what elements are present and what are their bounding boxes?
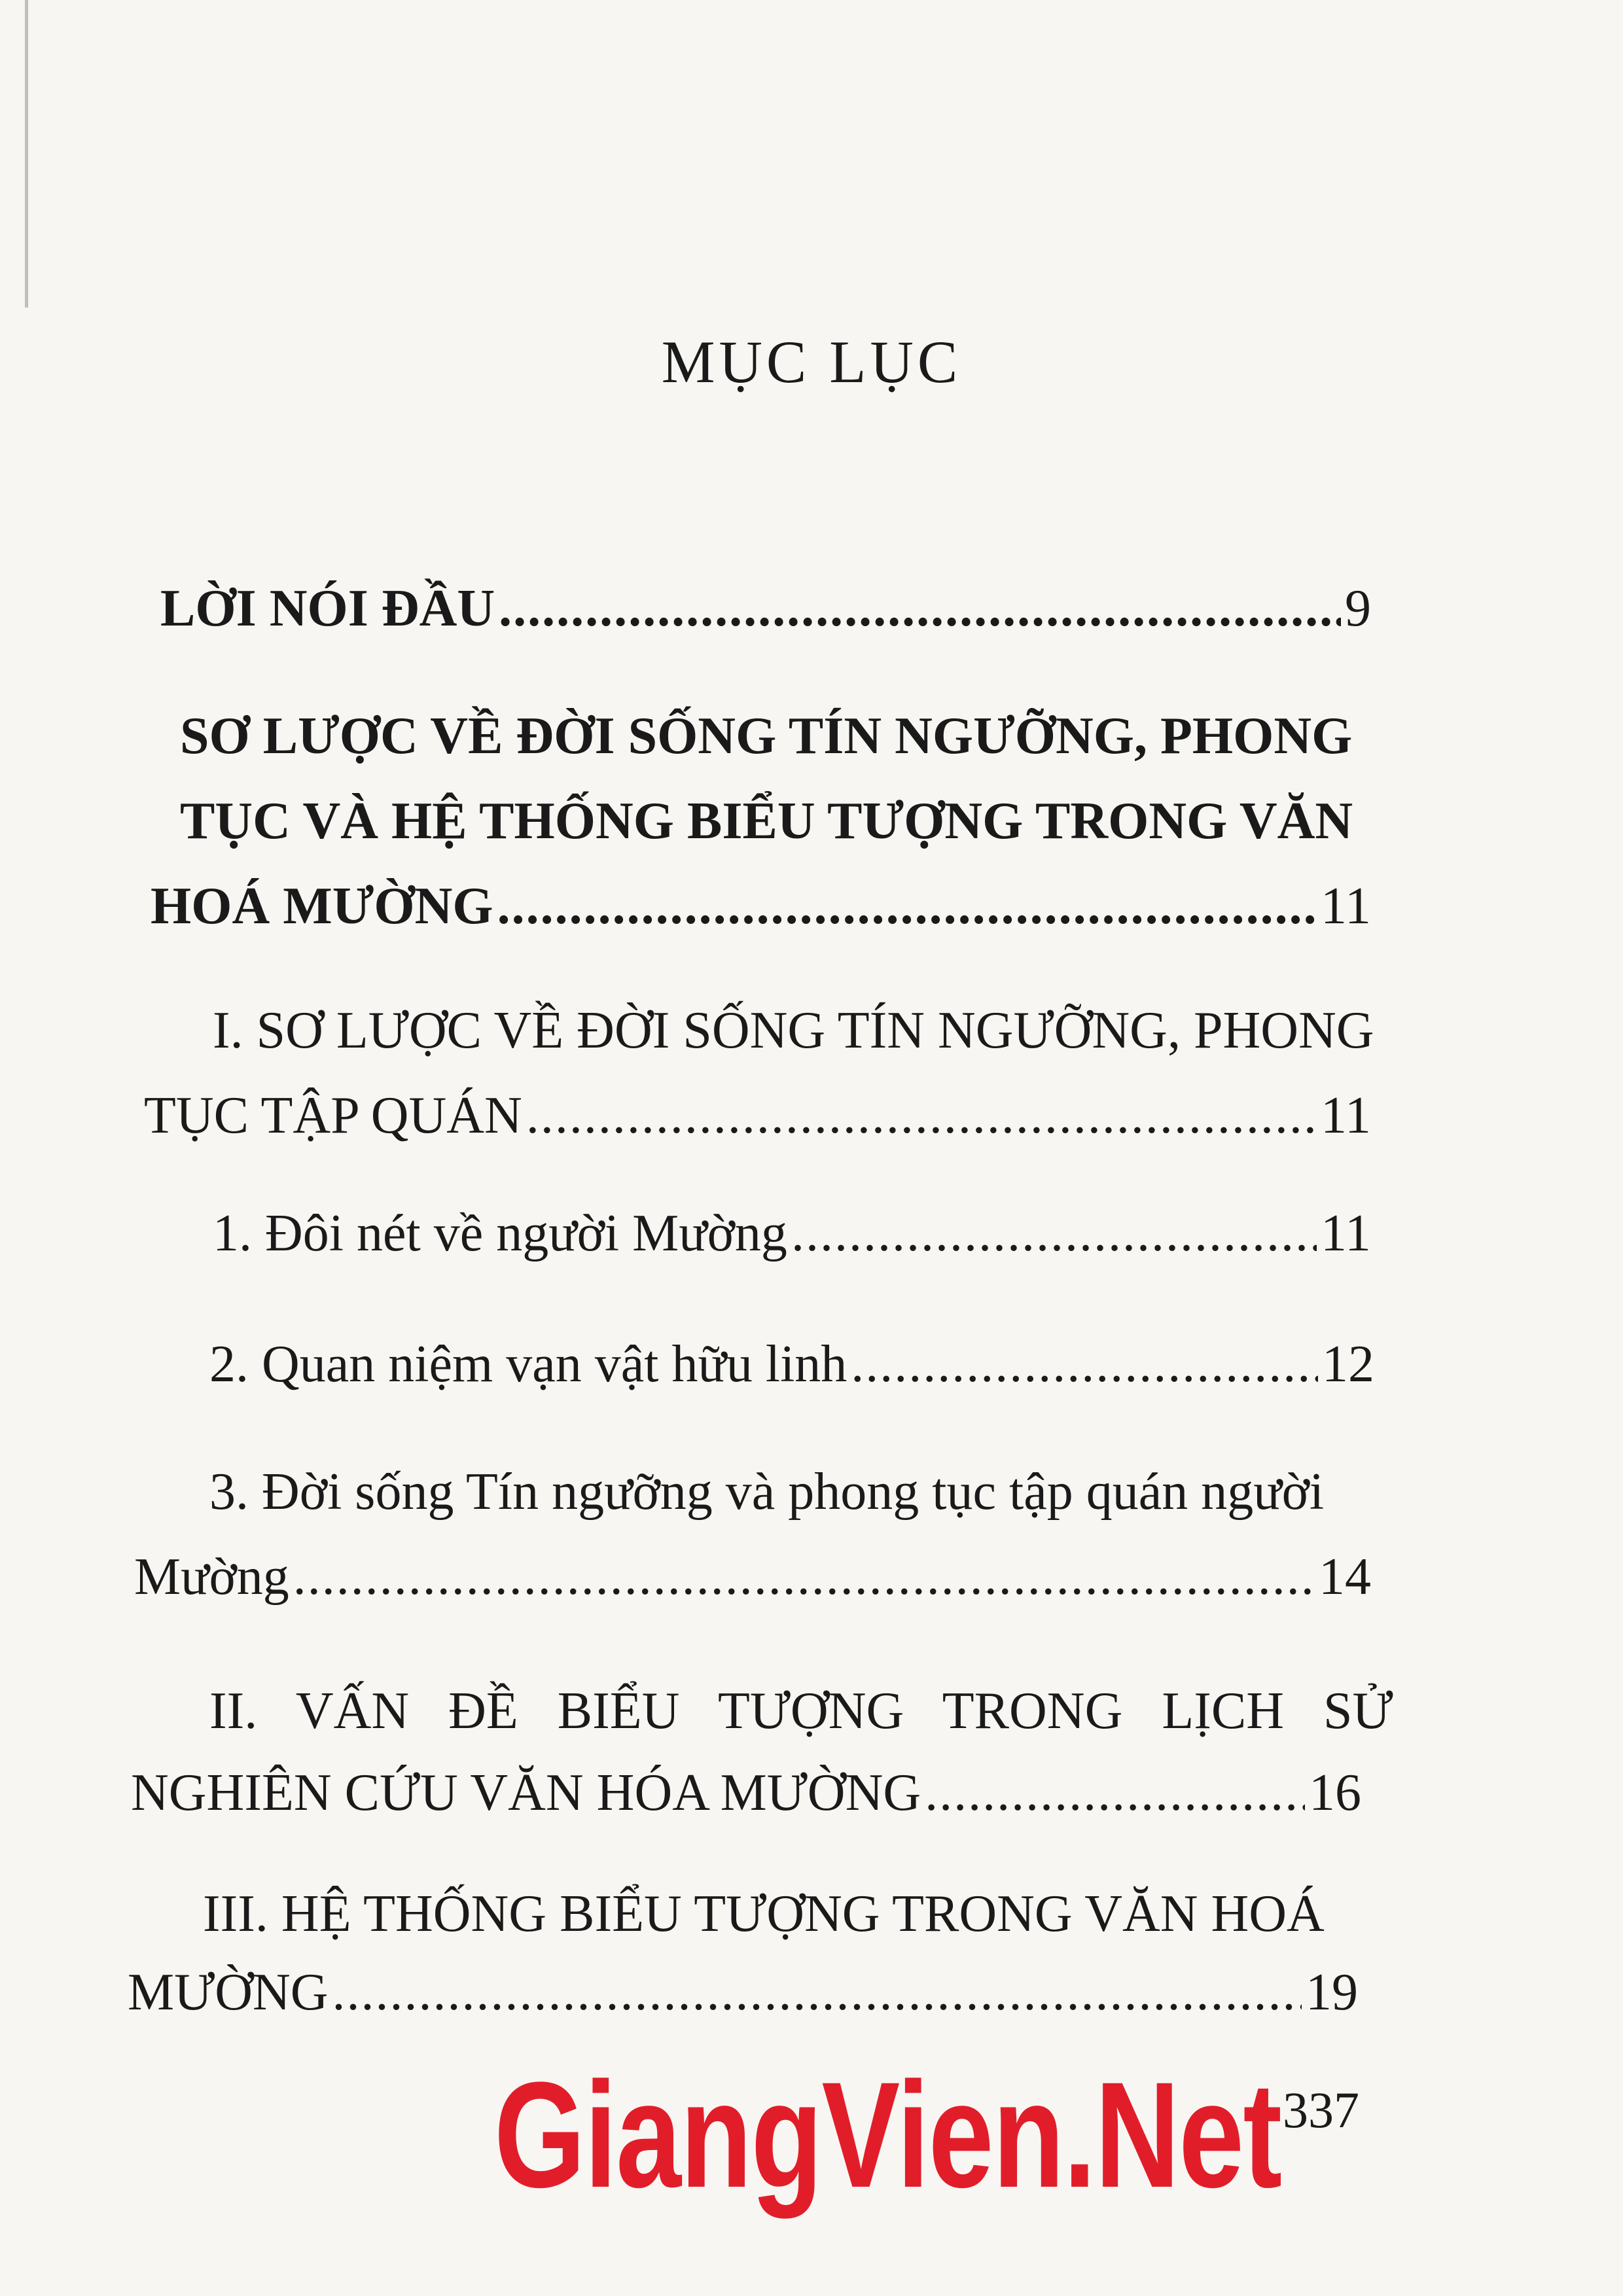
toc-entry-text: NGHIÊN CỨU VĂN HÓA MƯỜNG [131, 1764, 921, 1822]
toc-entry-title: LỜI NÓI ĐẦU [160, 580, 495, 637]
toc-leader-dots [851, 1335, 1318, 1394]
toc-entry-page: 11 [1320, 1087, 1371, 1144]
toc-entry-page: 19 [1306, 1964, 1358, 2021]
toc-leader-dots [332, 1963, 1302, 2022]
toc-entry-so-luoc-line-2 [180, 792, 1371, 851]
toc-entry-text: MƯỜNG [128, 1964, 329, 2021]
toc-leader-dots [526, 1086, 1317, 1146]
toc-entry-item-1 [213, 1204, 1371, 1263]
toc-entry-item-2 [209, 1335, 1374, 1394]
toc-entry-section-ii-line-2 [131, 1763, 1361, 1823]
toc-entry-text: 2. Quan niệm vạn vật hữu linh [209, 1335, 847, 1393]
toc-leader-dots [499, 579, 1341, 639]
toc-leader-dots [497, 877, 1317, 936]
toc-leader-dots [791, 1204, 1317, 1263]
page-title: MỤC LỤC [661, 328, 962, 395]
toc-entry-text: I. SƠ LƯỢC VỀ ĐỜI SỐNG TÍN NGƯỠNG, PHONG [213, 1002, 1374, 1059]
toc-entry-page: 11 [1320, 877, 1371, 935]
toc-entry-page: 11 [1320, 1205, 1371, 1262]
toc-entry-text: 3. Đời sống Tín ngưỡng và phong tục tập quán người [209, 1463, 1325, 1521]
toc-entry-page: 9 [1345, 580, 1371, 637]
toc-leader-dots [925, 1763, 1305, 1823]
toc-entry-page: 14 [1319, 1548, 1371, 1606]
toc-entry-so-luoc-line-3 [151, 877, 1371, 936]
toc-entry-so-luoc-line-1 [180, 707, 1371, 766]
toc-entry-section-ii-line-1 [209, 1682, 1393, 1741]
toc-entry-page: 12 [1322, 1335, 1374, 1393]
toc-entry-section-i-line-2 [144, 1086, 1371, 1146]
toc-entry-loi-noi-dau [160, 579, 1371, 639]
toc-entry-text: HOÁ MƯỜNG [151, 877, 493, 935]
toc-entry-text: TỤC VÀ HỆ THỐNG BIỂU TƯỢNG TRONG VĂN [180, 792, 1353, 850]
toc-entry-item-3-line-1 [209, 1462, 1387, 1522]
toc-entry-section-iii-line-2 [128, 1963, 1358, 2022]
page-number: 337 [1283, 2081, 1359, 2138]
toc-entry-page: 16 [1309, 1764, 1361, 1822]
toc-entry-section-i-line-1 [213, 1001, 1391, 1061]
toc-entry-text: TỤC TẬP QUÁN [144, 1087, 522, 1144]
watermark-logo: GiangVien.Net [494, 2051, 1281, 2219]
toc-entry-text: II. VẤN ĐỀ BIỂU TƯỢNG TRONG LỊCH SỬ [209, 1682, 1393, 1740]
toc-entry-text: III. HỆ THỐNG BIỂU TƯỢNG TRONG VĂN HOÁ [203, 1885, 1325, 1943]
toc-entry-section-iii-line-1 [203, 1884, 1381, 1944]
toc-entry-item-3-line-2 [134, 1547, 1371, 1607]
toc-entry-text: 1. Đôi nét về người Mường [213, 1205, 787, 1262]
toc-entry-text: SƠ LƯỢC VỀ ĐỜI SỐNG TÍN NGƯỠNG, PHONG [180, 707, 1353, 765]
page-edge-line [25, 0, 28, 308]
toc-entry-text: Mường [134, 1548, 289, 1606]
toc-leader-dots [293, 1547, 1315, 1607]
